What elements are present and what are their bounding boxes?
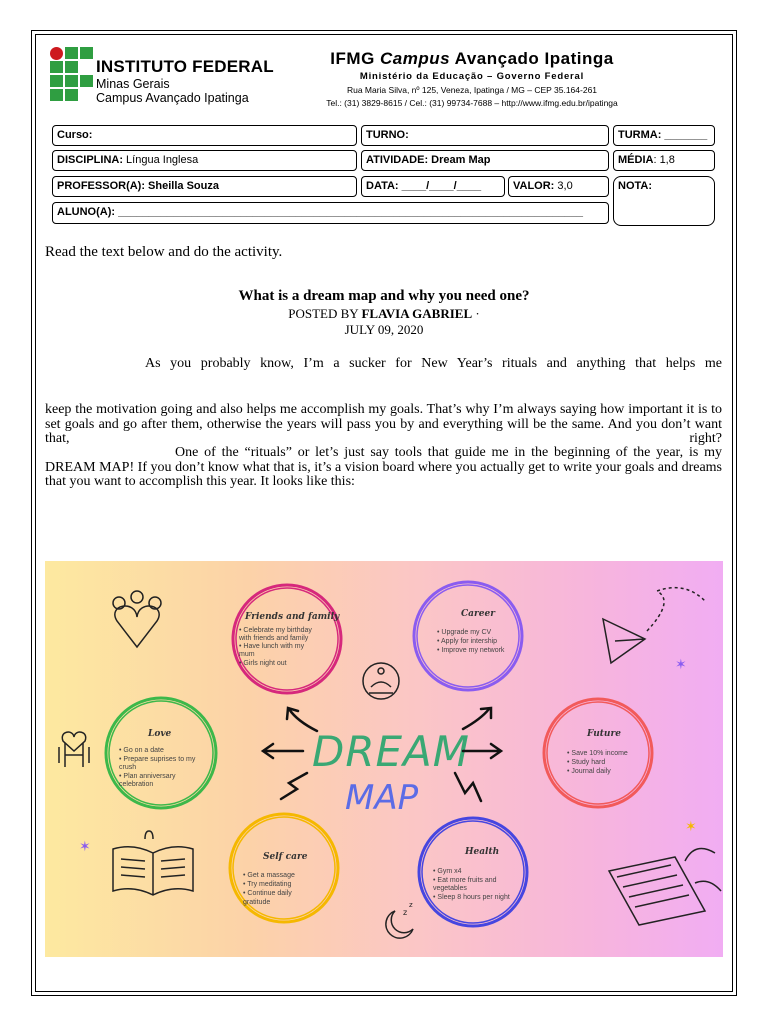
map-title: MAP — [345, 778, 419, 818]
friends-circle — [229, 581, 344, 696]
health-circle — [414, 813, 532, 931]
selfcare-item-1: • Get a massage — [243, 872, 295, 879]
ministry-line: Ministério da Educação – Governo Federal — [359, 71, 585, 82]
health-item-3: vegetables — [433, 885, 467, 892]
future-heading: Future — [587, 729, 621, 739]
selfcare-circle — [226, 810, 343, 927]
logo-subtitle-campus: Campus Avançado Ipatinga — [96, 91, 249, 105]
career-item-3: • Improve my network — [437, 647, 505, 654]
paragraph-2: keep the motivation going and also helps me accomplish my goals. That’s why I’m always saying how important it is to set goals and go after them, otherwise the years will pass you by and everything will be the same. And you don’t want that, right? — [45, 402, 722, 446]
field-nota: NOTA: — [613, 176, 715, 226]
field-professor: PROFESSOR(A): Sheilla Souza — [52, 176, 357, 197]
book-icon — [113, 831, 193, 895]
sparkle-icon: ✶ — [685, 819, 697, 835]
paragraph-1: As you probably know, I’m a sucker for New Year’s rituals and anything that helps me — [145, 356, 722, 371]
future-item-2: • Study hard — [567, 759, 606, 766]
future-item-1: • Save 10% income — [567, 750, 628, 757]
dream-map-image — [45, 561, 723, 957]
field-curso: Curso: — [52, 125, 357, 146]
contact-line: Tel.: (31) 3829-8615 / Cel.: (31) 99734-7688 – http://www.ifmg.edu.br/ipatinga — [326, 98, 618, 108]
article-date: JULY 09, 2020 — [344, 322, 424, 337]
love-item-4: • Plan anniversary — [119, 773, 176, 780]
field-turma: TURMA: _______ — [613, 125, 715, 146]
svg-text:z: z — [409, 901, 413, 909]
article-title: What is a dream map and why you need one? — [238, 288, 530, 304]
love-item-1: • Go on a date — [119, 747, 164, 754]
love-item-2: • Prepare suprises to my — [119, 756, 196, 763]
future-circle — [540, 695, 657, 812]
meditation-icon — [363, 663, 399, 699]
friends-heading: Friends and family — [245, 612, 340, 622]
dream-title: DREAM — [312, 727, 471, 776]
selfcare-item-2: • Try meditating — [243, 881, 292, 888]
article-byline: POSTED BY FLAVIA GABRIEL · — [288, 306, 480, 321]
field-disciplina: DISCIPLINA: Língua Inglesa — [52, 150, 357, 171]
love-circle — [99, 691, 222, 814]
institute-logo — [50, 47, 300, 111]
logo-subtitle-state: Minas Gerais — [96, 77, 170, 91]
career-item-2: • Apply for intership — [437, 638, 498, 645]
health-item-2: • Eat more fruits and — [433, 877, 497, 884]
selfcare-heading: Self care — [263, 852, 308, 862]
career-circle — [409, 577, 527, 695]
dream-map-svg — [45, 561, 723, 957]
love-item-5: celebration — [119, 781, 154, 788]
paragraph-3: One of the “rituals” or let’s just say tools that guide me in the beginning of the year, is my DREAM MAP! If you don’t know what that is, it’s a vision board where you actually get to write your goals and dreams that you want to accomplish this year. It looks like this: — [45, 445, 722, 489]
love-item-3: crush — [119, 764, 137, 771]
sparkle-icon: ✶ — [675, 657, 687, 673]
heart-doodle-icon — [113, 591, 161, 647]
love-heading: Love — [148, 729, 172, 739]
health-item-4: • Sleep 8 hours per night — [433, 894, 510, 901]
friends-item-4: mum — [239, 651, 255, 658]
field-turno: TURNO: — [361, 125, 609, 146]
laptop-icon — [609, 849, 721, 926]
friends-item-5: • Girls night out — [239, 660, 287, 667]
school-header — [292, 49, 652, 108]
health-heading: Health — [465, 847, 500, 857]
friends-item-3: • Have lunch with my — [239, 643, 305, 650]
instruction-text: Read the text below and do the activity. — [45, 244, 283, 260]
friends-item-2: with friends and family — [239, 635, 309, 642]
health-item-1: • Gym x4 — [433, 868, 462, 875]
field-aluno: ALUNO(A): ____________________________________________________________________________ — [52, 202, 609, 224]
field-data: DATA: ____/____/____ — [361, 176, 505, 197]
future-item-3: • Journal daily — [567, 768, 611, 775]
career-heading: Career — [461, 609, 495, 619]
svg-text:z: z — [403, 908, 408, 917]
paper-plane-icon — [603, 588, 705, 663]
field-valor: VALOR: 3,0 — [508, 176, 609, 197]
school-title: IFMG Campus Avançado Ipatinga — [330, 49, 614, 68]
field-media: MÉDIA: 1,8 — [613, 150, 715, 171]
selfcare-item-3: • Continue daily — [243, 890, 292, 897]
selfcare-item-4: gratitude — [243, 899, 271, 906]
address-line: Rua Maria Silva, nº 125, Veneza, Ipatinga / MG – CEP 35.164-261 — [346, 85, 598, 95]
friends-item-1: • Celebrate my birthday — [239, 627, 312, 634]
career-item-1: • Upgrade my CV — [437, 629, 492, 636]
sparkle-icon: ✶ — [79, 839, 91, 855]
dumbbell-heart-icon — [59, 732, 89, 767]
moon-icon — [386, 901, 413, 938]
logo-title: INSTITUTO FEDERAL — [96, 57, 274, 76]
field-atividade: ATIVIDADE: Dream Map — [361, 150, 609, 171]
